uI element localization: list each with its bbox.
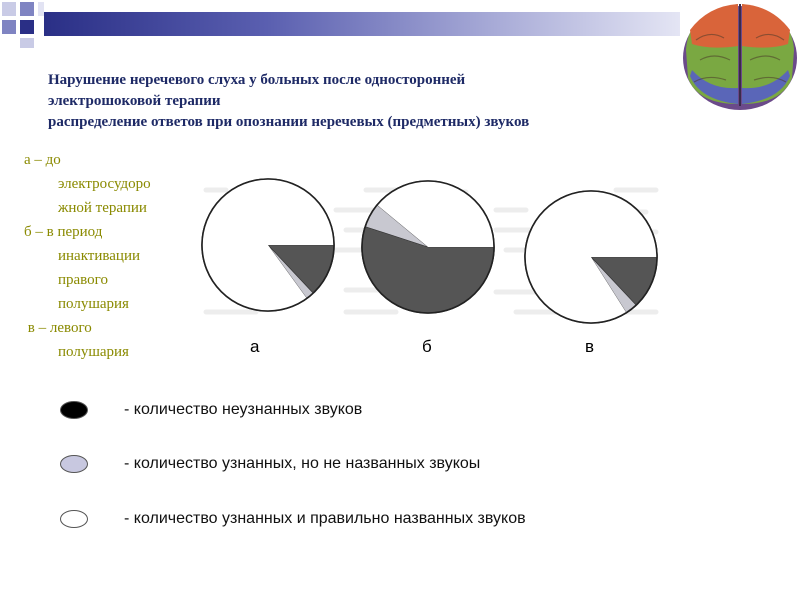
condition-line: инактивации (58, 248, 141, 264)
pie-label-v: в (585, 337, 595, 356)
condition-line: полушария (58, 344, 129, 360)
legend-label: - количество узнанных, но не названных звукоы (124, 455, 481, 472)
condition-line: а – до (24, 152, 61, 168)
condition-line: б – в период (24, 224, 103, 240)
condition-line: полушария (58, 296, 129, 312)
legend-item-recognized-named (60, 505, 526, 533)
legend-item-unrecognized (60, 396, 363, 424)
pie-label-a: а (250, 337, 260, 356)
legend-item-recognized-not-named (60, 450, 481, 478)
condition-line: жной терапии (58, 200, 147, 216)
title-line: электрошоковой терапии (48, 93, 221, 109)
legend-label: - количество узнанных и правильно названных звуков (124, 510, 526, 527)
legend-marker-dark (60, 401, 88, 419)
condition-line: правого (58, 272, 108, 288)
title-line: распределение ответов при опознании неречевых (предметных) звуков (48, 114, 530, 130)
title-line: Нарушение неречевого слуха у больных после односторонней (48, 72, 466, 88)
legend-marker-light (60, 455, 88, 473)
condition-line: электросудоро (58, 176, 151, 192)
condition-line: в – левого (24, 320, 92, 336)
legend-marker-white (60, 510, 88, 528)
legend-label: - количество неузнанных звуков (124, 401, 363, 418)
pie-label-b: б (422, 337, 432, 356)
